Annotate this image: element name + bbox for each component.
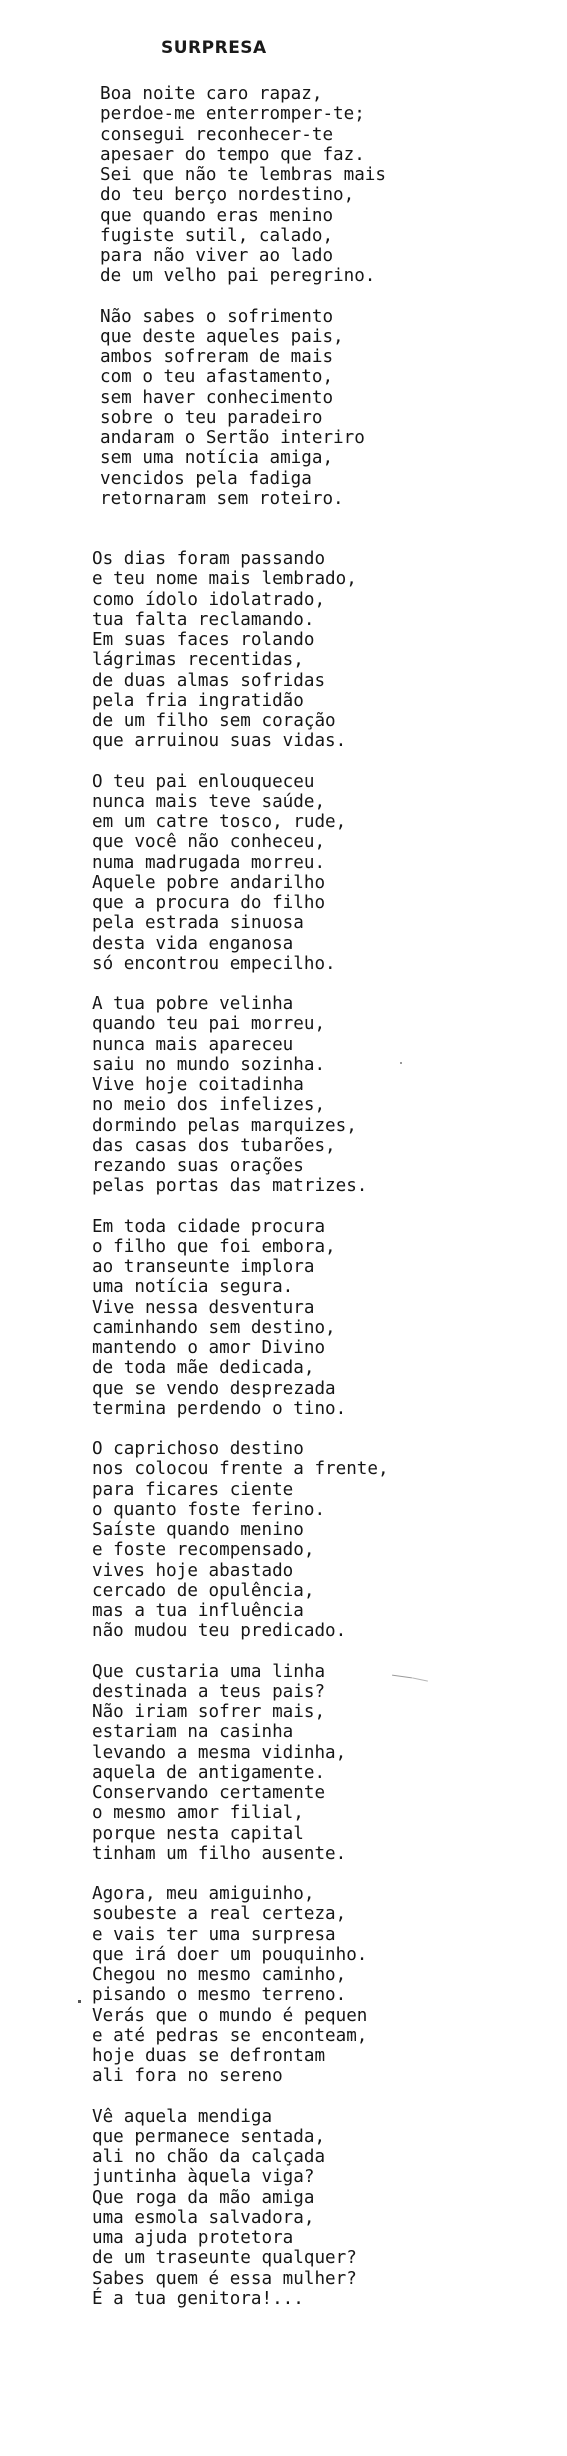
- poem-line: cercado de opulência,: [92, 1580, 315, 1601]
- poem-line: vencidos pela fadiga: [100, 468, 312, 489]
- poem-line: Sei que não te lembras mais: [100, 165, 386, 185]
- poem-line: apesaer do tempo que faz.: [100, 144, 365, 165]
- poem-line: pela fria ingratidão: [92, 690, 304, 711]
- poem-line: das casas dos tubarões,: [92, 1135, 336, 1156]
- poem-line: vives hoje abastado: [92, 1560, 294, 1581]
- poem-line: uma notícia segura.: [92, 1277, 294, 1298]
- poem-line: sem haver conhecimento: [100, 387, 334, 408]
- poem-line: ambos sofreram de mais: [100, 347, 334, 367]
- stanza: [92, 2107, 556, 2310]
- stanza: [92, 549, 556, 752]
- poem-line: com o teu afastamento,: [100, 367, 334, 388]
- poem-line: caminhando sem destino,: [92, 1317, 336, 1338]
- poem-body: [92, 84, 556, 2329]
- poem-line: em um catre tosco, rude,: [92, 812, 347, 832]
- poem-line: Em suas faces rolando: [92, 630, 315, 650]
- poem-line: pisando o mesmo terreno.: [92, 1985, 347, 2006]
- poem-line: que a procura do filho: [92, 893, 326, 913]
- poem-line: desta vida enganosa: [92, 933, 294, 954]
- poem-line: que você não conheceu,: [92, 832, 326, 853]
- scan-mark: [78, 2000, 81, 2003]
- poem-line: como ídolo idolatrado,: [92, 589, 326, 610]
- poem-line: o filho que foi embora,: [92, 1236, 336, 1257]
- poem-line: de um filho sem coração: [92, 711, 336, 731]
- stanza: [92, 1217, 556, 1420]
- poem-line: tua falta reclamando.: [92, 609, 315, 630]
- poem-line: nunca mais teve saúde,: [92, 791, 326, 812]
- poem-line: Que roga da mão amiga: [92, 2187, 315, 2208]
- poem-line: Aquele pobre andarilho: [92, 872, 326, 893]
- poem-line: ali fora no sereno: [92, 2066, 283, 2087]
- poem-line: O teu pai enlouqueceu: [92, 771, 315, 792]
- poem-line: que quando eras menino: [100, 205, 334, 226]
- stanza: [92, 772, 556, 975]
- poem-line: uma ajuda protetora: [92, 2228, 294, 2248]
- poem-line: Boa noite caro rapaz,: [100, 84, 323, 104]
- poem-line: numa madrugada morreu.: [92, 852, 326, 873]
- poem-line: de um velho pai peregrino.: [100, 266, 376, 287]
- poem-line: pela estrada sinuosa: [92, 913, 304, 934]
- stanza: [92, 1662, 556, 1865]
- stanza: [100, 84, 556, 287]
- poem-line: de duas almas sofridas: [92, 670, 326, 691]
- poem-line: que se vendo desprezada: [92, 1378, 336, 1399]
- scan-mark: [400, 1062, 402, 1064]
- poem-line: para ficares ciente: [92, 1479, 294, 1500]
- poem-title: SURPRESA: [161, 38, 267, 58]
- stanza: [100, 307, 556, 510]
- poem-line: Verás que o mundo é pequen: [92, 2005, 368, 2026]
- poem-line: e até pedras se enconteam,: [92, 2025, 368, 2046]
- poem-line: Saíste quando menino: [92, 1520, 304, 1540]
- poem-line: e foste recompensado,: [92, 1540, 315, 1561]
- stanza: [92, 1439, 556, 1642]
- poem-line: lágrimas recentidas,: [92, 650, 304, 671]
- poem-line: Não iriam sofrer mais,: [92, 1702, 326, 1722]
- poem-line: dormindo pelas marquizes,: [92, 1115, 357, 1136]
- poem-line: quando teu pai morreu,: [92, 1014, 326, 1035]
- poem-line: e vais ter uma surpresa: [92, 1924, 336, 1945]
- poem-line: sem uma notícia amiga,: [100, 448, 334, 469]
- poem-line: Vive hoje coitadinha: [92, 1075, 304, 1095]
- poem-line: nunca mais apareceu: [92, 1034, 294, 1055]
- poem-line: ali no chão da calçada: [92, 2147, 326, 2167]
- poem-line: O caprichoso destino: [92, 1439, 304, 1459]
- stanza: [92, 1884, 556, 2087]
- poem-line: e teu nome mais lembrado,: [92, 569, 357, 590]
- poem-line: o mesmo amor filial,: [92, 1803, 304, 1824]
- poem-line: Em toda cidade procura: [92, 1216, 326, 1237]
- poem-line: sobre o teu paradeiro: [100, 407, 323, 428]
- poem-line: nos colocou frente a frente,: [92, 1459, 389, 1480]
- poem-line: saiu no mundo sozinha.: [92, 1054, 326, 1075]
- poem-line: não mudou teu predicado.: [92, 1621, 347, 1642]
- poem-line: que deste aqueles pais,: [100, 326, 344, 347]
- poem-line: Vê aquela mendiga: [92, 2106, 273, 2127]
- poem-line: hoje duas se defrontam: [92, 2046, 326, 2066]
- poem-line: mas a tua influência: [92, 1601, 304, 1621]
- poem-line: para não viver ao lado: [100, 246, 334, 266]
- poem-line: perdoe-me enterromper-te;: [100, 104, 365, 125]
- poem-line: só encontrou empecilho.: [92, 953, 336, 974]
- poem-line: do teu berço nordestino,: [100, 185, 355, 206]
- poem-line: É a tua genitora!...: [92, 2288, 304, 2309]
- poem-line: uma esmola salvadora,: [92, 2207, 315, 2228]
- poem-line: A tua pobre velinha: [92, 994, 294, 1014]
- poem-line: Conservando certamente: [92, 1783, 326, 1803]
- poem-line: o quanto foste ferino.: [92, 1499, 326, 1520]
- poem-line: retornaram sem roteiro.: [100, 488, 344, 509]
- poem-line: rezando suas orações: [92, 1156, 304, 1176]
- poem-line: de toda mãe dedicada,: [92, 1358, 315, 1379]
- poem-line: fugiste sutil, calado,: [100, 225, 334, 246]
- poem-line: de um traseunte qualquer?: [92, 2248, 357, 2269]
- poem-line: consegui reconhecer-te: [100, 124, 334, 145]
- poem-line: Sabes quem é essa mulher?: [92, 2268, 357, 2289]
- poem-line: juntinha àquela viga?: [92, 2167, 315, 2188]
- poem-line: que irá doer um pouquinho.: [92, 1944, 368, 1965]
- poem-line: andaram o Sertão interiro: [100, 428, 365, 448]
- poem-line: Agora, meu amiguinho,: [92, 1884, 315, 1904]
- poem-line: estariam na casinha: [92, 1722, 294, 1743]
- poem-line: Chegou no mesmo caminho,: [92, 1965, 347, 1985]
- poem-line: mantendo o amor Divino: [92, 1338, 326, 1358]
- poem-line: Os dias foram passando: [92, 549, 326, 569]
- poem-line: levando a mesma vidinha,: [92, 1742, 347, 1763]
- poem-line: que permanece sentada,: [92, 2126, 326, 2147]
- poem-line: destinada a teus pais?: [92, 1681, 326, 1702]
- poem-line: termina perdendo o tino.: [92, 1398, 347, 1419]
- poem-line: que arruinou suas vidas.: [92, 731, 347, 752]
- poem-line: porque nesta capital: [92, 1823, 304, 1844]
- poem-line: aquela de antigamente.: [92, 1762, 326, 1783]
- stanza: [92, 994, 556, 1197]
- poem-line: pelas portas das matrizes.: [92, 1176, 368, 1197]
- poem-line: tinham um filho ausente.: [92, 1843, 347, 1864]
- poem-line: no meio dos infelizes,: [92, 1095, 326, 1116]
- poem-line: Vive nessa desventura: [92, 1297, 315, 1318]
- poem-line: soubeste a real certeza,: [92, 1904, 347, 1925]
- poem-line: Não sabes o sofrimento: [100, 306, 334, 327]
- poem-line: ao transeunte implora: [92, 1257, 315, 1277]
- poem-line: Que custaria uma linha: [92, 1661, 326, 1682]
